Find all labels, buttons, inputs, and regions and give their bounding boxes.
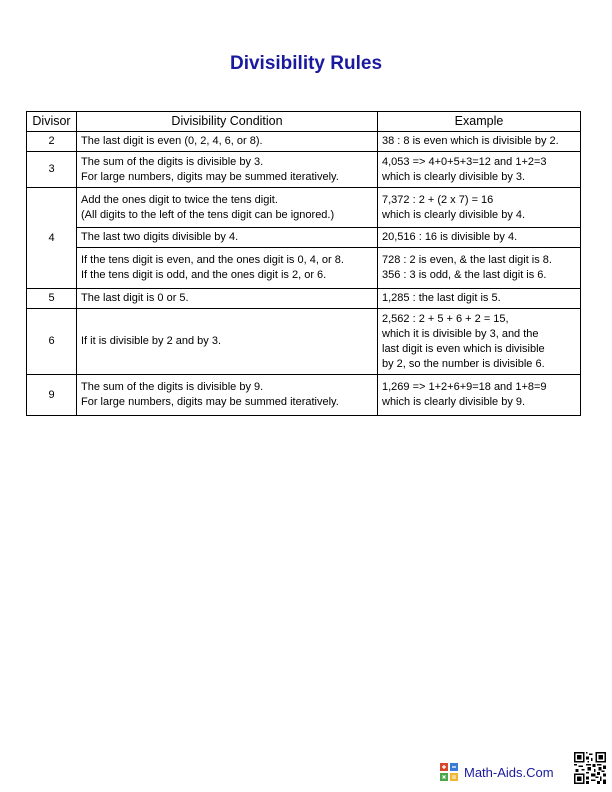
table-row [27, 248, 581, 289]
condition-cell-line: The sum of the digits is divisible by 3. [81, 155, 264, 168]
condition-cell-line: The last two digits divisible by 4. [81, 231, 239, 243]
example-cell [378, 132, 581, 152]
condition-cell-line: If it is divisible by 2 and by 3. [81, 335, 222, 347]
condition-cell-line: If the tens digit is odd, and the ones digit is 2, or 6. [81, 269, 327, 281]
example-cell-line: 38 : 8 is even which is divisible by 2. [382, 135, 559, 147]
condition-cell [77, 309, 378, 375]
condition-cell-line: If the tens digit is even, and the ones digit is 0, 4, or 8. [81, 254, 344, 266]
example-cell [378, 152, 581, 188]
example-cell [378, 289, 581, 309]
condition-cell [77, 132, 378, 152]
divisor-cell: 2 [27, 132, 77, 152]
condition-cell [77, 248, 378, 289]
condition-cell-line: The last digit is 0 or 5. [81, 292, 189, 304]
example-cell [378, 228, 581, 248]
table-header-row [27, 112, 581, 132]
divisor-cell: 9 [27, 375, 77, 416]
table-row [27, 228, 581, 248]
condition-cell [77, 289, 378, 309]
table-row [27, 375, 581, 416]
condition-cell [77, 375, 378, 416]
brand-name: Math-Aids.Com [464, 764, 554, 780]
condition-cell-line: (All digits to the left of the tens digit can be ignored.) [81, 208, 335, 221]
example-cell-line: which it is divisible by 3, and the [382, 327, 539, 340]
footer-brand [440, 762, 554, 782]
header-condition: Divisibility Condition [77, 112, 378, 132]
example-cell [378, 188, 581, 228]
example-cell-line: 20,516 : 16 is divisible by 4. [382, 231, 518, 243]
example-cell-line: last digit is even which is divisible [382, 342, 545, 355]
table-row [27, 289, 581, 309]
condition-cell-line: The last digit is even (0, 2, 4, 6, or 8). [81, 135, 263, 147]
example-cell-line: by 2, so the number is divisible 6. [382, 357, 545, 370]
divisor-cell: 5 [27, 289, 77, 309]
example-cell-line: 2,562 : 2 + 5 + 6 + 2 = 15, [382, 312, 509, 325]
divisor-cell: 6 [27, 309, 77, 375]
example-cell-line: which is clearly divisible by 4. [382, 208, 526, 221]
condition-cell-line: The sum of the digits is divisible by 9. [81, 381, 264, 393]
example-cell-line: 1,269 => 1+2+6+9=18 and 1+8=9 [382, 381, 547, 393]
header-example: Example [378, 112, 581, 132]
divisor-cell: 4 [27, 188, 77, 289]
calculator-icon [440, 763, 458, 781]
example-cell-line: 1,285 : the last digit is 5. [382, 292, 501, 304]
divisibility-table [26, 111, 581, 416]
divisor-cell: 3 [27, 152, 77, 188]
condition-cell [77, 152, 378, 188]
table-row [27, 188, 581, 228]
condition-cell-line: For large numbers, digits may be summed iteratively. [81, 170, 339, 183]
condition-cell [77, 228, 378, 248]
condition-cell [77, 188, 378, 228]
qr-code-icon [574, 752, 606, 784]
example-cell-line: which is clearly divisible by 9. [382, 396, 526, 408]
table-row [27, 152, 581, 188]
example-cell-line: 7,372 : 2 + (2 x 7) = 16 [382, 193, 494, 206]
header-divisor: Divisor [27, 112, 77, 132]
example-cell [378, 248, 581, 289]
condition-cell-line: Add the ones digit to twice the tens digit. [81, 193, 278, 206]
table-row [27, 309, 581, 375]
example-cell-line: 356 : 3 is odd, & the last digit is 6. [382, 269, 547, 281]
example-cell-line: which is clearly divisible by 3. [382, 170, 526, 183]
example-cell-line: 4,053 => 4+0+5+3=12 and 1+2=3 [382, 155, 547, 168]
condition-cell-line: For large numbers, digits may be summed iteratively. [81, 396, 339, 408]
page-title: Divisibility Rules [229, 53, 383, 74]
example-cell [378, 309, 581, 375]
example-cell [378, 375, 581, 416]
table-body [27, 132, 581, 416]
example-cell-line: 728 : 2 is even, & the last digit is 8. [382, 254, 552, 266]
table-row [27, 132, 581, 152]
